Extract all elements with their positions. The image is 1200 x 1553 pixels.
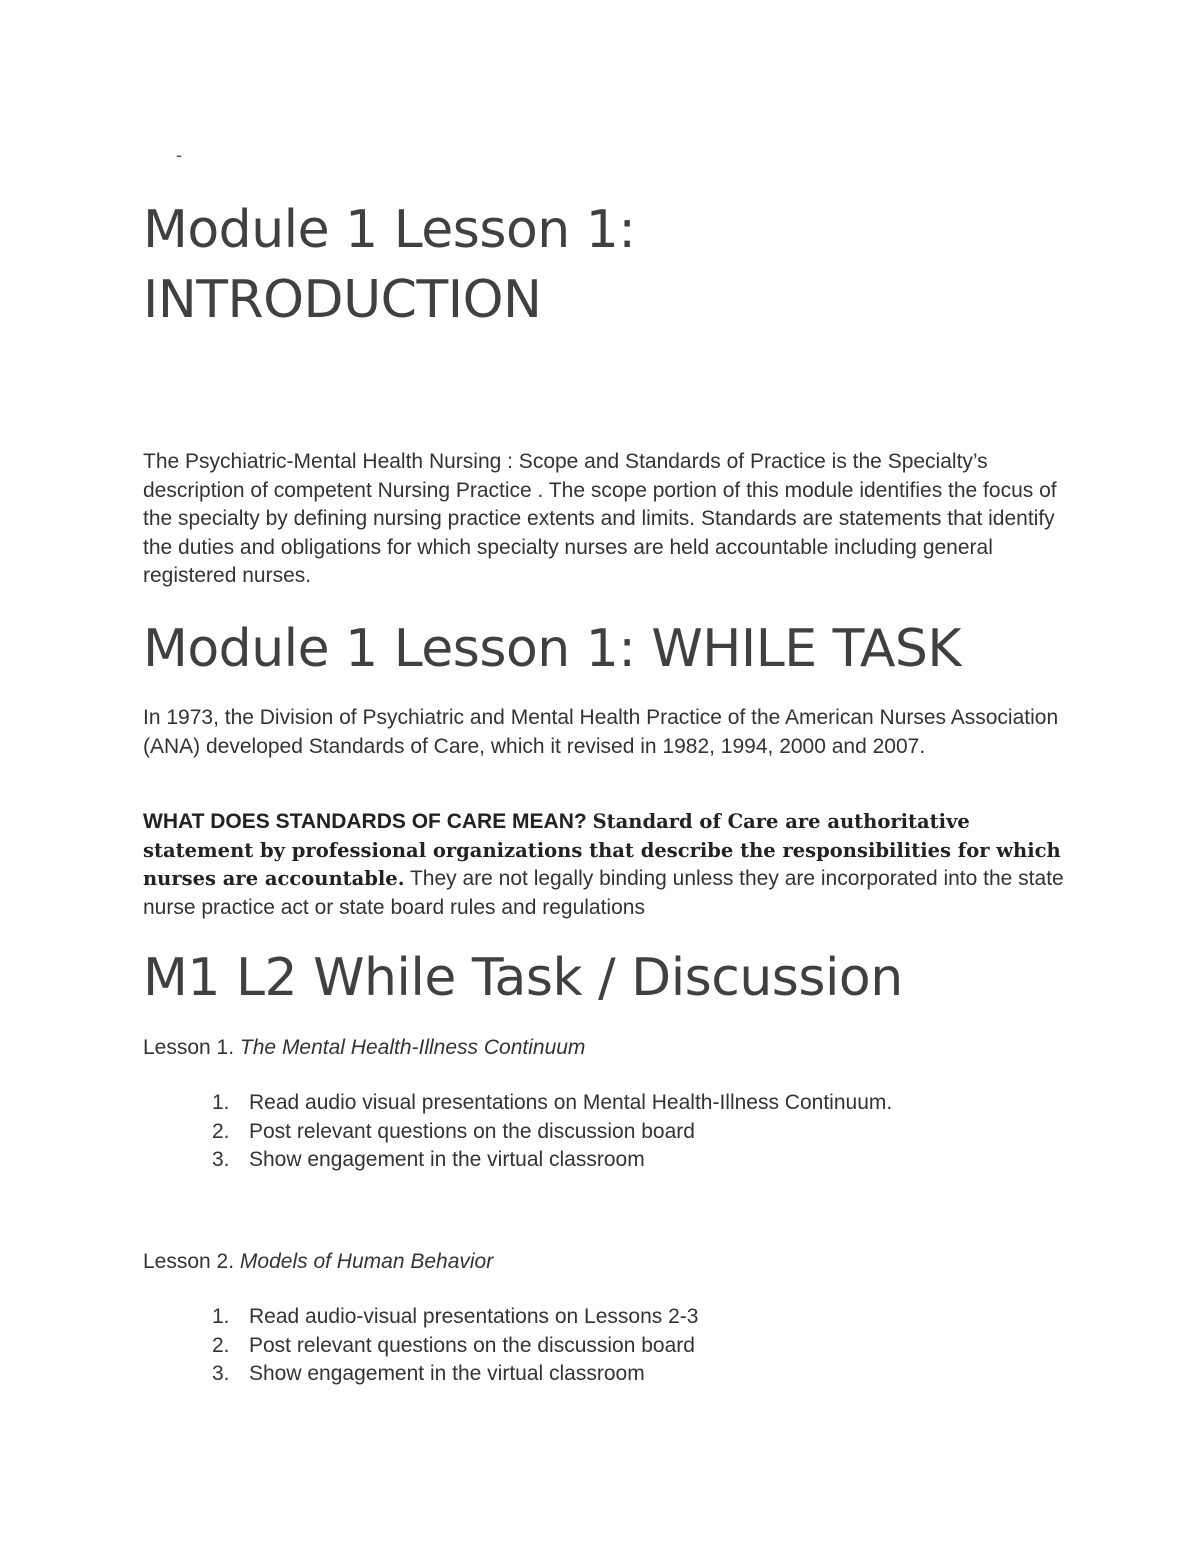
list-item-number: 3. [212, 1362, 230, 1385]
lesson1-line [143, 1034, 585, 1062]
list-item-number: 3. [212, 1148, 230, 1171]
heading-while-task: Module 1 Lesson 1: WHILE TASK [143, 619, 962, 679]
list-item-number: 1. [212, 1305, 230, 1328]
list-item-text: Read audio-visual presentations on Lessons 2-3 [249, 1305, 699, 1328]
lesson1-title: The Mental Health-Illness Continuum [239, 1036, 586, 1059]
list-item-text: Post relevant questions on the discussion board [249, 1333, 695, 1357]
list-item-text: Show engagement in the virtual classroom [249, 1362, 645, 1385]
list-item [143, 1332, 698, 1361]
list-item-number: 2. [212, 1333, 230, 1357]
list-item-text: Post relevant questions on the discussion board [249, 1119, 695, 1143]
list-item-number: 1. [212, 1091, 230, 1114]
list-item [143, 1089, 892, 1118]
list-item [143, 1360, 698, 1389]
list-item-text: Read audio visual presentations on Mental Health-Illness Continuum. [249, 1091, 893, 1114]
lesson2-title: Models of Human Behavior [239, 1250, 494, 1273]
heading-discussion: M1 L2 While Task / Discussion [143, 948, 903, 1008]
lesson1-task-list [143, 1089, 892, 1175]
question-label: WHAT DOES STANDARDS OF CARE MEAN? [143, 810, 587, 833]
list-item [143, 1146, 892, 1175]
top-mark: - [176, 145, 182, 165]
ana-history-paragraph: In 1973, the Division of Psychiatric and Mental Health Practice of the American Nurses Association (ANA) developed Standards of Care, which it revised in 1982, 1994, 2000 and 2007. [143, 706, 1059, 758]
definition-rest-text: They are not legally binding unless they are incorporated into the state nurse practice act or state board rules and regulations [143, 867, 1064, 919]
lesson2-prefix: Lesson 2. [143, 1250, 235, 1273]
lesson1-prefix: Lesson 1. [143, 1036, 235, 1059]
heading-intro-line1: Module 1 Lesson 1: [143, 200, 636, 260]
definition-bold-text: Standard of Care are authoritative statement by professional organizations that describe the responsibilities for which nurses are accountable. [143, 810, 1061, 890]
heading-intro-line2: INTRODUCTION [143, 270, 542, 330]
list-item-text: Show engagement in the virtual classroom [249, 1148, 645, 1171]
list-item-number: 2. [212, 1119, 230, 1143]
intro-paragraph: The Psychiatric-Mental Health Nursing : Scope and Standards of Practice is the Specialty’s description of competent Nursing Practice . The scope portion of this module identifies the focus of the specialty by defining nursing practice extents and limits. Standards are statements that identify the duties and obligations for which specialty nurses are held accountable including general registered nurses. [143, 450, 1057, 587]
list-item [143, 1303, 698, 1332]
lesson2-task-list [143, 1303, 698, 1389]
list-item [143, 1118, 892, 1147]
lesson2-line [143, 1248, 493, 1276]
standards-definition-paragraph [143, 808, 1073, 922]
